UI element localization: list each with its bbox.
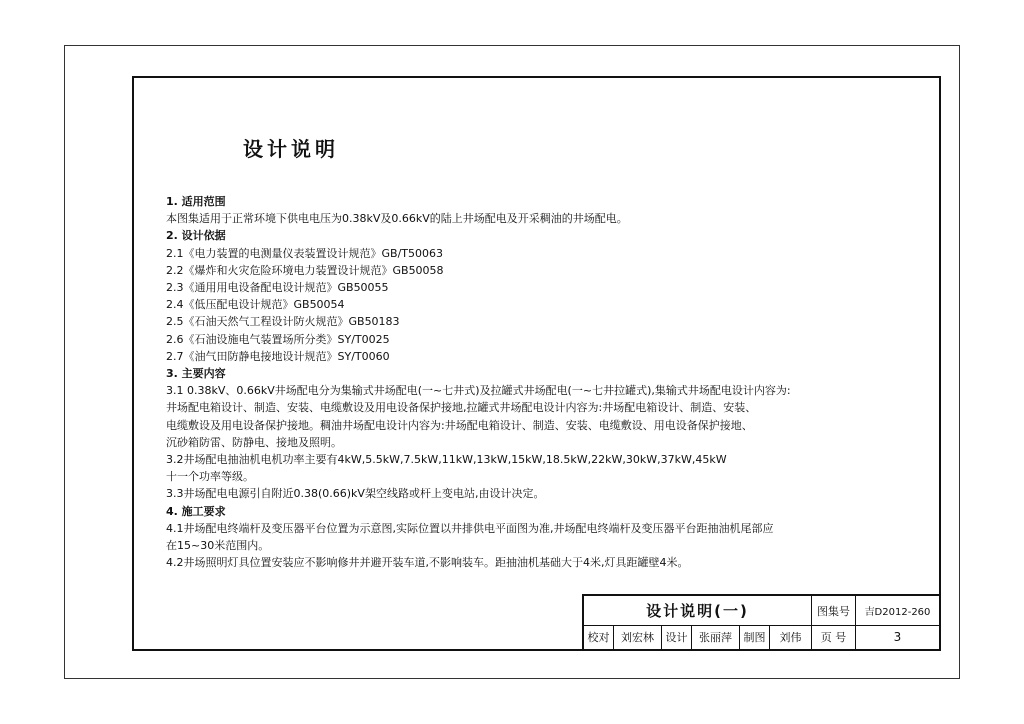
body-line: 2.4《低压配电设计规范》GB50054: [166, 298, 345, 312]
atlas-label: 图集号: [812, 596, 856, 625]
body-line: 3.1 0.38kV、0.66kV井场配电分为集输式井场配电(一~七井式)及拉罐式井场配电(一~七井拉罐式),集输式井场配电设计内容为:: [166, 384, 791, 398]
body-line: 2.7《油气田防静电接地设计规范》SY/T0060: [166, 349, 390, 363]
body-line: 2.3《通用用电设备配电设计规范》GB50055: [166, 281, 389, 295]
section-heading: 2. 设计依据: [166, 229, 226, 243]
body-line: 3.2井场配电抽油机电机功率主要有4kW,5.5kW,7.5kW,11kW,13kW,15kW,18.5kW,22kW,30kW,37kW,45kW: [166, 453, 727, 467]
check-name: 刘宏林: [614, 625, 662, 649]
body-line: 3.3井场配电电源引自附近0.38(0.66)kV架空线路或杆上变电站,由设计决定。: [166, 487, 545, 501]
check-label: 校对: [584, 625, 614, 649]
sheet-title: 设计说明(一): [584, 596, 812, 625]
page-label: 页 号: [812, 625, 856, 649]
draw-name: 刘伟: [770, 625, 812, 649]
section-heading: 4. 施工要求: [166, 504, 226, 518]
body-line: 在15~30米范围内。: [166, 539, 270, 553]
body-line: 本图集适用于正常环境下供电电压为0.38kV及0.66kV的陆上井场配电及开采稠油的井场配电。: [166, 212, 628, 226]
body-line: 2.6《石油设施电气装置场所分类》SY/T0025: [166, 332, 390, 346]
body-line: 2.2《爆炸和火灾危险环境电力装置设计规范》GB50058: [166, 263, 444, 277]
body-line: 电缆敷设及用电设备保护接地。稠油井场配电设计内容为:井场配电箱设计、制造、安装、电缆敷设、用电设备保护接地、: [166, 418, 753, 432]
title-block-bottom-row: [584, 625, 939, 649]
body-line: 2.1《电力装置的电测量仪表装置设计规范》GB/T50063: [166, 246, 443, 260]
section-heading: 3. 主要内容: [166, 367, 226, 381]
design-notes: [166, 193, 866, 571]
page-number: 3: [893, 630, 902, 644]
body-line: 4.1井场配电终端杆及变压器平台位置为示意图,实际位置以井排供电平面图为准,井场配电终端杆及变压器平台距抽油机尾部应: [166, 521, 774, 535]
body-line: 沉砂箱防雷、防静电、接地及照明。: [166, 435, 342, 449]
design-label: 设计: [662, 625, 692, 649]
draw-label: 制图: [740, 625, 770, 649]
body-line: 十一个功率等级。: [166, 470, 254, 484]
section-heading: 1. 适用范围: [166, 195, 226, 208]
title-block-top-row: [584, 596, 939, 626]
body-line: 2.5《石油天然气工程设计防火规范》GB50183: [166, 315, 400, 329]
body-line: 4.2井场照明灯具位置安装应不影响修井并避开装车道,不影响装车。距抽油机基础大于4米,灯具距罐壁4米。: [166, 556, 689, 570]
title-block: [582, 594, 939, 649]
design-name: 张丽萍: [692, 625, 740, 649]
body-line: 井场配电箱设计、制造、安装、电缆敷设及用电设备保护接地,拉罐式井场配电设计内容为:井场配电箱设计、制造、安装、: [166, 401, 757, 415]
atlas-number: 吉D2012-260: [864, 607, 931, 618]
page-title: 设计说明: [243, 137, 339, 161]
